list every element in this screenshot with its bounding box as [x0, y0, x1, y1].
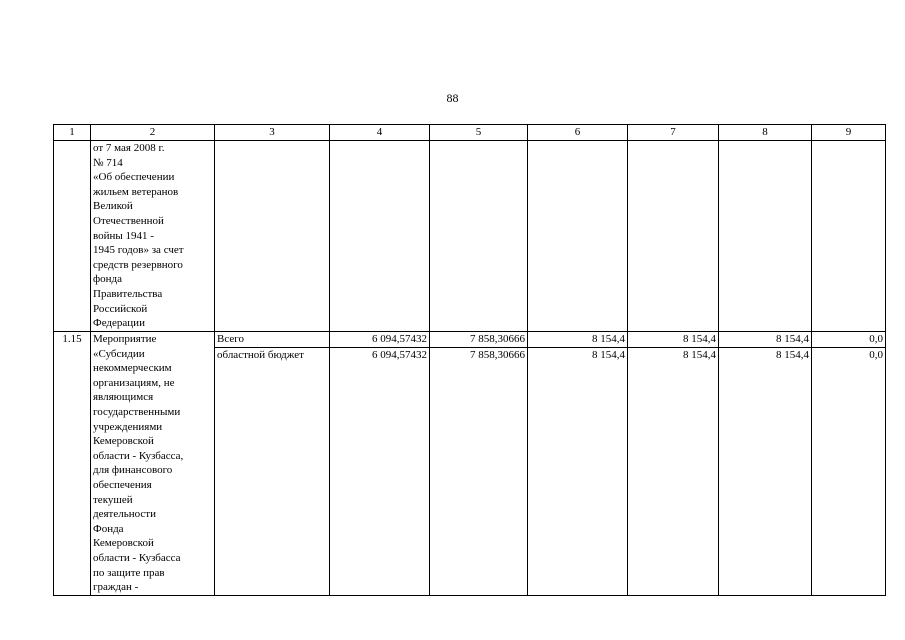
column-header-4: 4 — [330, 125, 430, 141]
row-code: 1.15 — [54, 332, 91, 596]
empty-cell — [215, 141, 330, 332]
empty-cell — [528, 141, 628, 332]
row-description: от 7 мая 2008 г. № 714 «Об обеспечении жильем ветеранов Великой Отечественной войны 1941 - 1945 годов» за счет средств резервного фонда Правительства Российской Федерации — [91, 141, 215, 332]
column-header-3: 3 — [215, 125, 330, 141]
column-header-7: 7 — [628, 125, 719, 141]
column-header-8: 8 — [719, 125, 812, 141]
table-row-continuation — [54, 141, 886, 332]
funding-source: областной бюджет — [215, 348, 330, 595]
value-cell: 6 094,57432 — [330, 348, 430, 595]
value-cell: 0,0 — [812, 348, 886, 595]
value-cell: 8 154,4 — [719, 348, 812, 595]
column-header-2: 2 — [91, 125, 215, 141]
budget-table — [53, 124, 886, 596]
empty-cell — [430, 141, 528, 332]
value-cell: 8 154,4 — [628, 348, 719, 595]
value-cell: 8 154,4 — [528, 332, 628, 348]
row-description: Мероприятие «Субсидии некоммерческим организациям, не являющимся государственными учреждениями Кемеровской области - Кузбасса, для финансового обеспечения текушей деятельности Фонда Кемеровской области - Кузбасса по защите прав граждан - — [91, 332, 215, 596]
table-row-total — [54, 332, 886, 348]
value-cell: 8 154,4 — [628, 332, 719, 348]
column-header-5: 5 — [430, 125, 528, 141]
column-header-6: 6 — [528, 125, 628, 141]
page-number: 88 — [446, 91, 459, 105]
empty-cell — [628, 141, 719, 332]
empty-cell — [719, 141, 812, 332]
value-cell: 0,0 — [812, 332, 886, 348]
empty-cell — [812, 141, 886, 332]
empty-cell — [330, 141, 430, 332]
value-cell: 7 858,30666 — [430, 332, 528, 348]
value-cell: 7 858,30666 — [430, 348, 528, 595]
value-cell: 8 154,4 — [719, 332, 812, 348]
column-header-9: 9 — [812, 125, 886, 141]
row-code — [54, 141, 91, 332]
value-cell: 8 154,4 — [528, 348, 628, 595]
funding-source: Всего — [215, 332, 330, 348]
table-header-row — [54, 125, 886, 141]
value-cell: 6 094,57432 — [330, 332, 430, 348]
column-header-1: 1 — [54, 125, 91, 141]
